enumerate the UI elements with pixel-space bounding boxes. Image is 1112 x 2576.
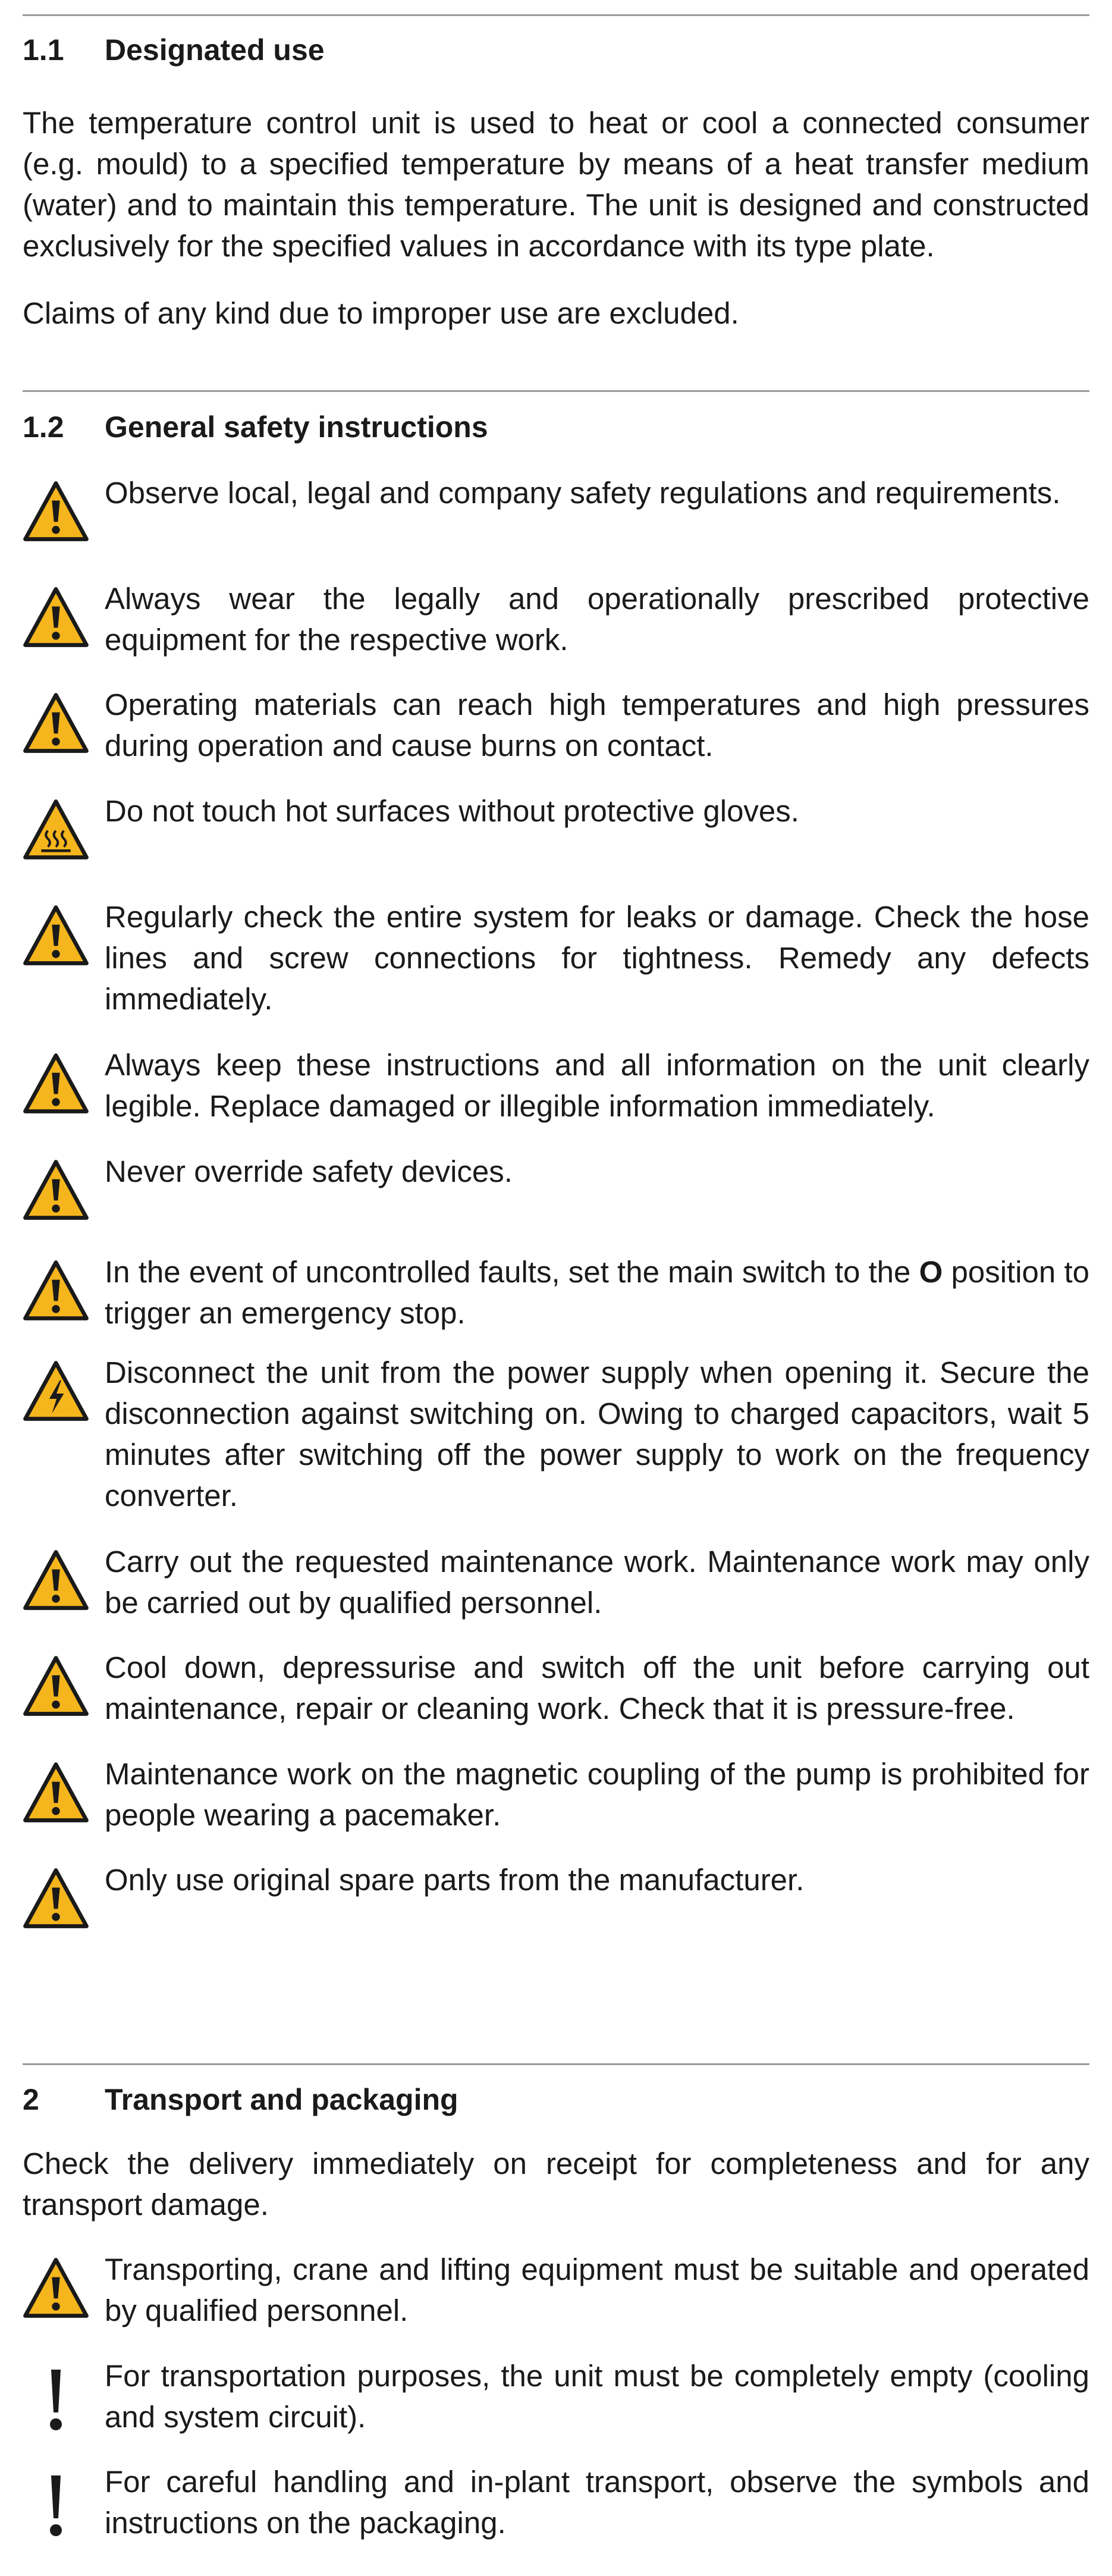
warning-triangle-icon [23, 684, 105, 754]
safety-instruction [23, 684, 1089, 766]
warning-triangle-icon [23, 896, 105, 966]
section-number: 2 [23, 2083, 39, 2116]
instruction-text: Do not touch hot surfaces without protective gloves. [105, 794, 799, 828]
safety-instruction [23, 472, 1089, 542]
warning-triangle-icon [23, 1044, 105, 1114]
section-divider [23, 390, 1089, 392]
paragraph: Claims of any kind due to improper use are excluded. [23, 296, 739, 330]
exclamation-icon [23, 2355, 105, 2433]
instruction-text: Never override safety devices. [105, 1154, 513, 1188]
warning-triangle-icon [23, 1859, 105, 1929]
instruction-text: Carry out the requested maintenance work. Maintenance work may only be carried out by qualified personnel. [105, 1545, 1089, 1620]
section-transport-packaging [23, 2082, 1089, 2117]
warning-triangle-icon [23, 472, 105, 542]
instruction-text [105, 1251, 1089, 1334]
instruction-text: Always wear the legally and operationally prescribed protective equipment for the respective work. [105, 582, 1089, 657]
safety-instruction [23, 1044, 1089, 1127]
instruction-text: Operating materials can reach high temperatures and high pressures during operation and cause burns on contact. [105, 688, 1089, 763]
instruction-text: Observe local, legal and company safety regulations and requirements. [105, 476, 1061, 510]
safety-instruction [23, 790, 1089, 860]
safety-instruction [23, 1151, 1089, 1220]
main-switch-position: O [919, 1255, 943, 1289]
instruction-text: Cool down, depressurise and switch off the unit before carrying out maintenance, repair or cleaning work. Check that it is pressure-free. [105, 1651, 1089, 1725]
section-divider [23, 14, 1089, 16]
transport-instruction [23, 2355, 1089, 2437]
section-number: 1.1 [23, 33, 64, 67]
instruction-text: Only use original spare parts from the manufacturer. [105, 1863, 805, 1897]
safety-instruction [23, 896, 1089, 1019]
warning-triangle-icon [23, 1151, 105, 1220]
safety-instruction [23, 1647, 1089, 1729]
section-number: 1.2 [23, 410, 64, 444]
exclamation-icon [23, 2461, 105, 2539]
transport-instruction [23, 2461, 1089, 2543]
instruction-text: Maintenance work on the magnetic coupling of the pump is prohibited for people wearing a pacemaker. [105, 1757, 1089, 1832]
instruction-text: For careful handling and in-plant transport, observe the symbols and instructions on the packaging. [105, 2465, 1089, 2540]
warning-triangle-icon [23, 1647, 105, 1717]
safety-instruction [23, 1352, 1089, 1516]
instruction-text: Disconnect the unit from the power supply when opening it. Secure the disconnection against switching on. Owing to charged capacitors, wait 5 minutes after switching off the power supply to work on the frequency converter. [105, 1356, 1089, 1513]
safety-instruction [23, 1753, 1089, 1835]
instruction-text-part: In the event of uncontrolled faults, set the main switch to the [105, 1255, 919, 1289]
section-designated-use [23, 32, 1089, 68]
warning-triangle-icon [23, 2249, 105, 2318]
paragraph: Check the delivery immediately on receipt for completeness and for any transport damage. [23, 2147, 1089, 2222]
paragraph: The temperature control unit is used to heat or cool a connected consumer (e.g. mould) to a specified temperature by means of a heat transfer medium (water) and to maintain this temperature. The unit is designed and constructed exclusively for the specified values in accordance with its type plate. [23, 106, 1089, 263]
instruction-text-part: position to trigger an emergency stop. [105, 1255, 1089, 1330]
section-heading [23, 32, 1089, 68]
section-heading [23, 2082, 1089, 2117]
safety-instruction [23, 1859, 1089, 1929]
electrical-hazard-icon [23, 1352, 105, 1422]
instruction-text: Always keep these instructions and all information on the unit clearly legible. Replace damaged or illegible information immediately. [105, 1048, 1089, 1123]
section-divider [23, 2063, 1089, 2065]
section-title: Designated use [105, 33, 325, 67]
safety-instruction [23, 1251, 1089, 1334]
section-heading [23, 409, 1089, 445]
section-title: Transport and packaging [105, 2083, 458, 2116]
instruction-text: Regularly check the entire system for leaks or damage. Check the hose lines and screw connections for tightness. Remedy any defects immediately. [105, 900, 1089, 1016]
hot-surface-icon [23, 790, 105, 860]
instruction-text: For transportation purposes, the unit must be completely empty (cooling and system circuit). [105, 2359, 1089, 2434]
safety-instruction [23, 1541, 1089, 1623]
warning-triangle-icon [23, 1753, 105, 1823]
warning-triangle-icon [23, 578, 105, 648]
section-title: General safety instructions [105, 410, 488, 444]
safety-instruction [23, 578, 1089, 660]
section-general-safety [23, 409, 1089, 445]
transport-instruction [23, 2249, 1089, 2331]
warning-triangle-icon [23, 1541, 105, 1611]
warning-triangle-icon [23, 1251, 105, 1321]
instruction-text: Transporting, crane and lifting equipment must be suitable and operated by qualified personnel. [105, 2252, 1089, 2327]
